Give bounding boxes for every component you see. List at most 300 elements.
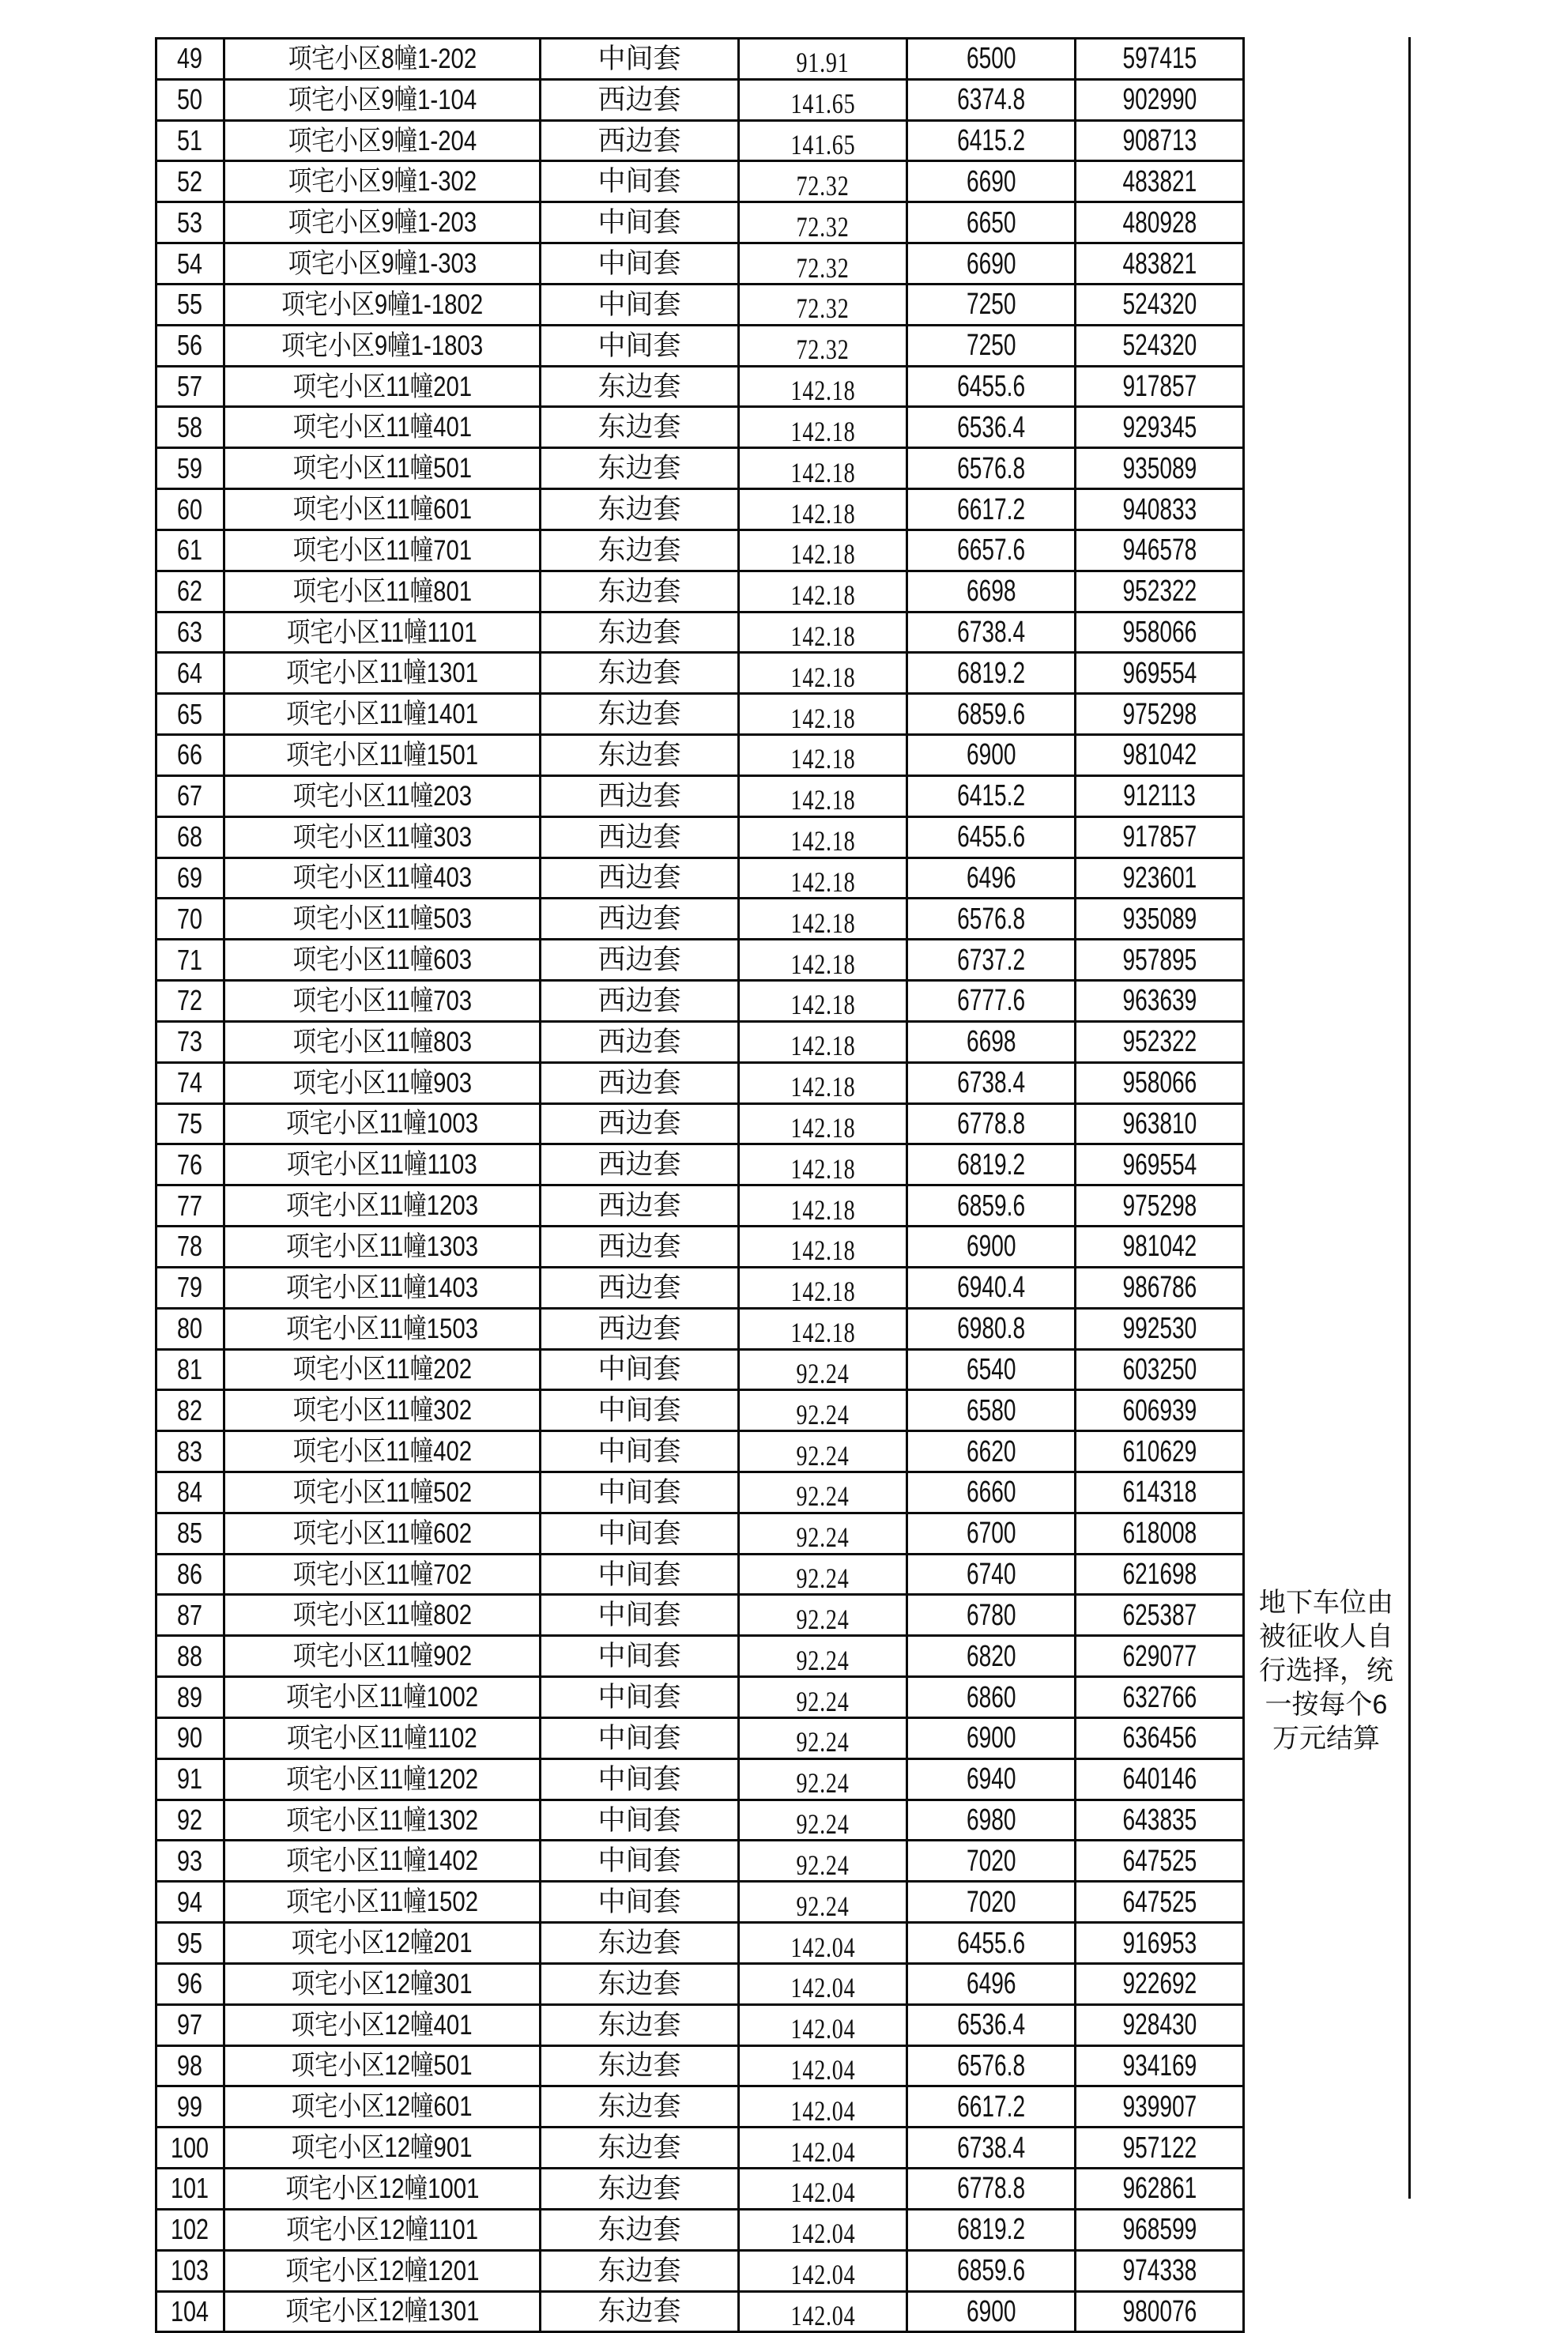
compensation-amount: 610629 [1122, 1434, 1197, 1468]
compensation-amount: 923601 [1122, 861, 1197, 895]
unit-position-cell [541, 735, 739, 776]
compensation-amount-cell [1076, 1227, 1244, 1268]
unit-name-cell [224, 694, 541, 735]
table-row [156, 981, 1244, 1022]
row-number: 67 [177, 779, 203, 812]
unit-position: 中间套 [597, 1886, 681, 1918]
row-number: 70 [177, 902, 203, 935]
unit-name-cell [224, 284, 541, 325]
unit-price-cell [907, 653, 1076, 694]
unit-area-cell [739, 120, 907, 161]
compensation-amount-cell [1076, 366, 1244, 407]
unit-position-cell [541, 1185, 739, 1227]
compensation-amount-cell [1076, 940, 1244, 981]
unit-price: 6650 [966, 205, 1016, 239]
table-row [156, 1144, 1244, 1185]
row-number: 64 [177, 656, 203, 689]
unit-area-cell [739, 1554, 907, 1595]
unit-name-cell [224, 2128, 541, 2169]
table-row [156, 2209, 1244, 2250]
table-row [156, 1554, 1244, 1595]
row-number: 71 [177, 943, 203, 976]
unit-price-cell [907, 981, 1076, 1022]
row-number-cell [156, 161, 224, 202]
table-row [156, 1800, 1244, 1841]
row-number-cell [156, 653, 224, 694]
compensation-amount: 940833 [1122, 492, 1197, 526]
compensation-amount-cell [1076, 2128, 1244, 2169]
unit-position-cell [541, 1472, 739, 1513]
unit-price-cell [907, 79, 1076, 120]
unit-name-cell [224, 79, 541, 120]
unit-position-cell [541, 530, 739, 571]
unit-area: 92.24 [796, 1685, 850, 1717]
unit-area-cell [739, 1758, 907, 1800]
unit-name-cell [224, 1677, 541, 1718]
row-number: 82 [177, 1393, 203, 1427]
unit-position: 东边套 [597, 658, 681, 689]
table-row [156, 1431, 1244, 1472]
compensation-amount-cell [1076, 981, 1244, 1022]
unit-position: 东边套 [597, 453, 681, 484]
unit-price: 6980 [966, 1803, 1016, 1837]
unit-area: 142.18 [790, 989, 855, 1021]
row-number: 84 [177, 1476, 203, 1509]
row-number: 90 [177, 1721, 203, 1754]
unit-position-cell [541, 1554, 739, 1595]
unit-price-cell [907, 571, 1076, 612]
compensation-amount-cell [1076, 284, 1244, 325]
unit-area: 142.18 [790, 743, 855, 775]
unit-name: 项宅小区12幢301 [292, 1968, 473, 1999]
unit-position-cell [541, 489, 739, 530]
row-number: 87 [177, 1598, 203, 1631]
unit-name-cell [224, 407, 541, 448]
unit-name: 项宅小区11幢203 [292, 780, 472, 812]
unit-position-cell [541, 120, 739, 161]
table-row [156, 571, 1244, 612]
unit-position-cell [541, 448, 739, 489]
unit-name: 项宅小区11幢1502 [286, 1886, 478, 1918]
unit-area: 142.04 [790, 2053, 855, 2086]
unit-area-cell [739, 2128, 907, 2169]
unit-name: 项宅小区11幢903 [292, 1067, 472, 1099]
unit-position: 东边套 [597, 575, 681, 607]
compensation-amount-cell [1076, 202, 1244, 243]
table-row [156, 1636, 1244, 1677]
row-number: 52 [177, 164, 203, 198]
unit-area: 142.18 [790, 1030, 855, 1062]
compensation-amount-cell [1076, 1349, 1244, 1390]
unit-name-cell [224, 940, 541, 981]
table-row [156, 1472, 1244, 1513]
compensation-amount: 606939 [1122, 1393, 1197, 1427]
row-number-cell [156, 1390, 224, 1431]
unit-area: 142.18 [790, 661, 855, 693]
unit-price-cell [907, 530, 1076, 571]
unit-price: 6940.4 [956, 1271, 1025, 1305]
unit-position: 东边套 [597, 2132, 681, 2164]
unit-name-cell [224, 530, 541, 571]
compensation-amount: 902990 [1122, 83, 1197, 117]
row-number-cell [156, 2169, 224, 2210]
table-row [156, 816, 1244, 857]
unit-name: 项宅小区11幢201 [292, 371, 472, 402]
compensation-amount-cell [1076, 1923, 1244, 1964]
table-row [156, 2128, 1244, 2169]
remarks-note-line: 被征收人自 [1259, 1622, 1393, 1652]
unit-area: 142.18 [790, 825, 855, 857]
row-number: 63 [177, 616, 203, 648]
row-number-cell [156, 940, 224, 981]
unit-name-cell [224, 2291, 541, 2332]
table-row [156, 39, 1244, 80]
unit-position: 东边套 [597, 2214, 681, 2245]
table-row [156, 120, 1244, 161]
unit-area-cell [739, 1595, 907, 1636]
compensation-amount-cell [1076, 1390, 1244, 1431]
unit-position: 中间套 [597, 207, 681, 239]
unit-price: 6576.8 [956, 2048, 1025, 2082]
table-row [156, 1185, 1244, 1227]
row-number: 59 [177, 451, 203, 484]
unit-area-cell [739, 2045, 907, 2086]
unit-area-cell [739, 1963, 907, 2004]
row-number-cell [156, 2004, 224, 2045]
unit-name: 项宅小区11幢803 [292, 1026, 472, 1057]
unit-price: 6819.2 [956, 656, 1025, 690]
unit-position-cell [541, 161, 739, 202]
unit-price-cell [907, 1308, 1076, 1349]
compensation-amount: 980076 [1122, 2294, 1197, 2328]
unit-area: 142.04 [790, 2094, 855, 2127]
unit-name: 项宅小区9幢1-1803 [281, 330, 483, 361]
unit-price: 7250 [966, 329, 1016, 363]
unit-area: 92.24 [796, 1439, 850, 1472]
unit-area: 142.18 [790, 497, 855, 530]
unit-price-cell [907, 1349, 1076, 1390]
unit-area: 72.32 [796, 334, 850, 366]
unit-price: 6657.6 [956, 533, 1025, 567]
row-number: 99 [177, 2090, 203, 2123]
unit-area-cell [739, 161, 907, 202]
unit-position-cell [541, 1677, 739, 1718]
row-number: 49 [177, 42, 203, 75]
unit-price-cell [907, 202, 1076, 243]
unit-price: 6455.6 [956, 1926, 1025, 1960]
unit-name: 项宅小区11幢1403 [286, 1272, 478, 1303]
row-number-cell [156, 2086, 224, 2128]
compensation-amount-cell [1076, 79, 1244, 120]
unit-price: 6374.8 [956, 83, 1025, 117]
unit-area-cell [739, 1882, 907, 1923]
unit-price: 6900 [966, 2294, 1016, 2328]
row-number: 80 [177, 1312, 203, 1345]
compensation-amount: 992530 [1122, 1312, 1197, 1346]
unit-name-cell [224, 2086, 541, 2128]
unit-price-cell [907, 940, 1076, 981]
unit-name: 项宅小区11幢1503 [286, 1313, 478, 1344]
unit-area: 72.32 [796, 251, 850, 284]
unit-position-cell [541, 1349, 739, 1390]
unit-name-cell [224, 1185, 541, 1227]
unit-area-cell [739, 243, 907, 285]
unit-position-cell [541, 1144, 739, 1185]
unit-name: 项宅小区11幢1501 [286, 739, 478, 771]
unit-area-cell [739, 1103, 907, 1144]
unit-area-cell [739, 1513, 907, 1554]
row-number-cell [156, 448, 224, 489]
unit-position-cell [541, 2128, 739, 2169]
unit-price-cell [907, 775, 1076, 816]
compensation-amount: 968599 [1122, 2213, 1197, 2247]
compensation-table [155, 37, 1245, 2333]
row-number-cell [156, 775, 224, 816]
row-number-cell [156, 407, 224, 448]
unit-price: 6415.2 [956, 779, 1025, 813]
unit-position: 中间套 [597, 166, 681, 198]
unit-name-cell [224, 775, 541, 816]
unit-area-cell [739, 816, 907, 857]
unit-position: 西边套 [597, 985, 681, 1016]
unit-position-cell [541, 1103, 739, 1144]
unit-area: 142.18 [790, 538, 855, 571]
unit-position-cell [541, 407, 739, 448]
table-row [156, 775, 1244, 816]
compensation-amount-cell [1076, 2004, 1244, 2045]
row-number-cell [156, 612, 224, 653]
unit-position: 东边套 [597, 534, 681, 566]
row-number: 85 [177, 1517, 203, 1550]
unit-name-cell [224, 653, 541, 694]
unit-position: 东边套 [597, 2050, 681, 2082]
table-row [156, 612, 1244, 653]
unit-area-cell [739, 1062, 907, 1103]
unit-area-cell [739, 2086, 907, 2128]
unit-price: 6496 [966, 1967, 1016, 2001]
unit-price: 6738.4 [956, 616, 1025, 649]
compensation-amount-cell [1076, 2209, 1244, 2250]
unit-area-cell [739, 325, 907, 366]
unit-area: 72.32 [796, 210, 850, 243]
row-number-cell [156, 1308, 224, 1349]
unit-position-cell [541, 612, 739, 653]
row-number-cell [156, 1841, 224, 1882]
unit-name: 项宅小区11幢401 [292, 412, 472, 443]
unit-name: 项宅小区11幢1103 [287, 1149, 477, 1181]
unit-price-cell [907, 120, 1076, 161]
unit-price: 6860 [966, 1680, 1016, 1714]
unit-area-cell [739, 1185, 907, 1227]
row-number: 60 [177, 492, 203, 526]
compensation-amount-cell [1076, 571, 1244, 612]
unit-area: 142.18 [790, 1152, 855, 1185]
unit-name-cell [224, 1349, 541, 1390]
unit-position: 东边套 [597, 616, 681, 648]
unit-price-cell [907, 161, 1076, 202]
unit-name: 项宅小区11幢501 [292, 453, 472, 484]
unit-area: 142.04 [790, 2218, 855, 2250]
row-number: 95 [177, 1926, 203, 1959]
table-row [156, 1677, 1244, 1718]
unit-price: 6415.2 [956, 124, 1025, 158]
compensation-amount-cell [1076, 1472, 1244, 1513]
row-number-cell [156, 1923, 224, 1964]
row-number-cell [156, 1144, 224, 1185]
row-number: 65 [177, 697, 203, 730]
unit-price-cell [907, 1185, 1076, 1227]
unit-position: 东边套 [597, 739, 681, 771]
unit-name: 项宅小区11幢202 [292, 1354, 472, 1385]
table-row [156, 2291, 1244, 2332]
compensation-amount: 969554 [1122, 656, 1197, 690]
unit-area: 141.65 [790, 129, 855, 161]
unit-position: 西边套 [597, 1067, 681, 1099]
row-number-cell [156, 1595, 224, 1636]
row-number-cell [156, 2250, 224, 2291]
compensation-amount-cell [1076, 816, 1244, 857]
unit-name: 项宅小区11幢1402 [286, 1845, 478, 1877]
row-number: 53 [177, 205, 203, 239]
compensation-amount: 618008 [1122, 1517, 1197, 1551]
unit-price-cell [907, 1062, 1076, 1103]
unit-position: 东边套 [597, 699, 681, 730]
table-row [156, 1923, 1244, 1964]
row-number: 101 [171, 2172, 209, 2205]
unit-area: 91.91 [796, 47, 850, 79]
compensation-amount: 636456 [1122, 1721, 1197, 1755]
unit-price-cell [907, 694, 1076, 735]
unit-price-cell [907, 1677, 1076, 1718]
unit-area-cell [739, 1841, 907, 1882]
unit-position: 西边套 [597, 780, 681, 812]
unit-name-cell [224, 2045, 541, 2086]
unit-price-cell [907, 489, 1076, 530]
row-number-cell [156, 1431, 224, 1472]
compensation-amount-cell [1076, 1636, 1244, 1677]
table-row [156, 1841, 1244, 1882]
compensation-amount: 632766 [1122, 1680, 1197, 1714]
unit-name-cell [224, 161, 541, 202]
compensation-amount: 981042 [1122, 738, 1197, 772]
unit-name-cell [224, 1963, 541, 2004]
row-number-cell [156, 1800, 224, 1841]
table-row [156, 161, 1244, 202]
row-number: 104 [171, 2294, 209, 2327]
unit-position-cell [541, 202, 739, 243]
unit-name: 项宅小区11幢1401 [286, 699, 478, 730]
row-number: 51 [177, 124, 203, 157]
unit-price-cell [907, 2250, 1076, 2291]
unit-position-cell [541, 1390, 739, 1431]
unit-name: 项宅小区11幢702 [292, 1558, 472, 1590]
unit-name-cell [224, 1227, 541, 1268]
unit-name: 项宅小区9幢1-104 [288, 84, 477, 115]
table-row [156, 79, 1244, 120]
row-number-cell [156, 2291, 224, 2332]
row-number: 55 [177, 288, 203, 321]
compensation-amount: 963810 [1122, 1106, 1197, 1140]
compensation-amount-cell [1076, 1758, 1244, 1800]
compensation-amount-cell [1076, 653, 1244, 694]
unit-price-cell [907, 1227, 1076, 1268]
table-row [156, 2250, 1244, 2291]
unit-area-cell [739, 981, 907, 1022]
remarks-note-line: 行选择，统 [1259, 1656, 1393, 1686]
unit-position: 东边套 [597, 371, 681, 402]
row-number-cell [156, 1963, 224, 2004]
unit-price-cell [907, 2169, 1076, 2210]
unit-name-cell [224, 1308, 541, 1349]
unit-area-cell [739, 1349, 907, 1390]
compensation-amount-cell [1076, 1595, 1244, 1636]
unit-area-cell [739, 612, 907, 653]
row-number-cell [156, 2209, 224, 2250]
compensation-amount-cell [1076, 325, 1244, 366]
compensation-amount-cell [1076, 530, 1244, 571]
compensation-amount-cell [1076, 1841, 1244, 1882]
row-number: 93 [177, 1844, 203, 1877]
unit-name-cell [224, 1800, 541, 1841]
unit-area: 72.32 [796, 169, 850, 202]
unit-area: 142.18 [790, 1111, 855, 1144]
unit-price-cell [907, 857, 1076, 899]
compensation-amount: 934169 [1122, 2048, 1197, 2082]
unit-position-cell [541, 366, 739, 407]
unit-position-cell [541, 1227, 739, 1268]
unit-price: 6778.8 [956, 2172, 1025, 2206]
unit-position: 东边套 [597, 2173, 681, 2204]
row-number-cell [156, 857, 224, 899]
compensation-amount: 922692 [1122, 1967, 1197, 2001]
unit-price: 6778.8 [956, 1106, 1025, 1140]
unit-position-cell [541, 1595, 739, 1636]
compensation-amount: 946578 [1122, 533, 1197, 567]
unit-name-cell [224, 325, 541, 366]
unit-price: 6819.2 [956, 1148, 1025, 1182]
row-number-cell [156, 120, 224, 161]
unit-name-cell [224, 202, 541, 243]
unit-area-cell [739, 1267, 907, 1308]
compensation-amount: 643835 [1122, 1803, 1197, 1837]
table-row [156, 1021, 1244, 1062]
unit-area: 142.04 [790, 1972, 855, 2004]
row-number: 96 [177, 1967, 203, 2000]
compensation-amount: 935089 [1122, 902, 1197, 936]
unit-price-cell [907, 448, 1076, 489]
compensation-amount-cell [1076, 161, 1244, 202]
unit-name: 项宅小区9幢1-303 [288, 248, 477, 280]
unit-position: 东边套 [597, 412, 681, 443]
unit-position: 中间套 [597, 1558, 681, 1590]
row-number-cell [156, 899, 224, 940]
unit-name: 项宅小区11幢1302 [286, 1804, 478, 1836]
unit-area-cell [739, 1677, 907, 1718]
unit-area-cell [739, 775, 907, 816]
compensation-amount-cell [1076, 2045, 1244, 2086]
unit-area: 142.18 [790, 1071, 855, 1103]
unit-name: 项宅小区12幢1201 [285, 2255, 480, 2286]
unit-position: 西边套 [597, 903, 681, 935]
unit-price: 6620 [966, 1434, 1016, 1468]
unit-area: 92.24 [796, 1398, 850, 1430]
compensation-amount-cell [1076, 857, 1244, 899]
unit-price-cell [907, 899, 1076, 940]
unit-price: 6900 [966, 1721, 1016, 1755]
compensation-amount: 625387 [1122, 1598, 1197, 1632]
unit-area-cell [739, 79, 907, 120]
row-number-cell [156, 571, 224, 612]
